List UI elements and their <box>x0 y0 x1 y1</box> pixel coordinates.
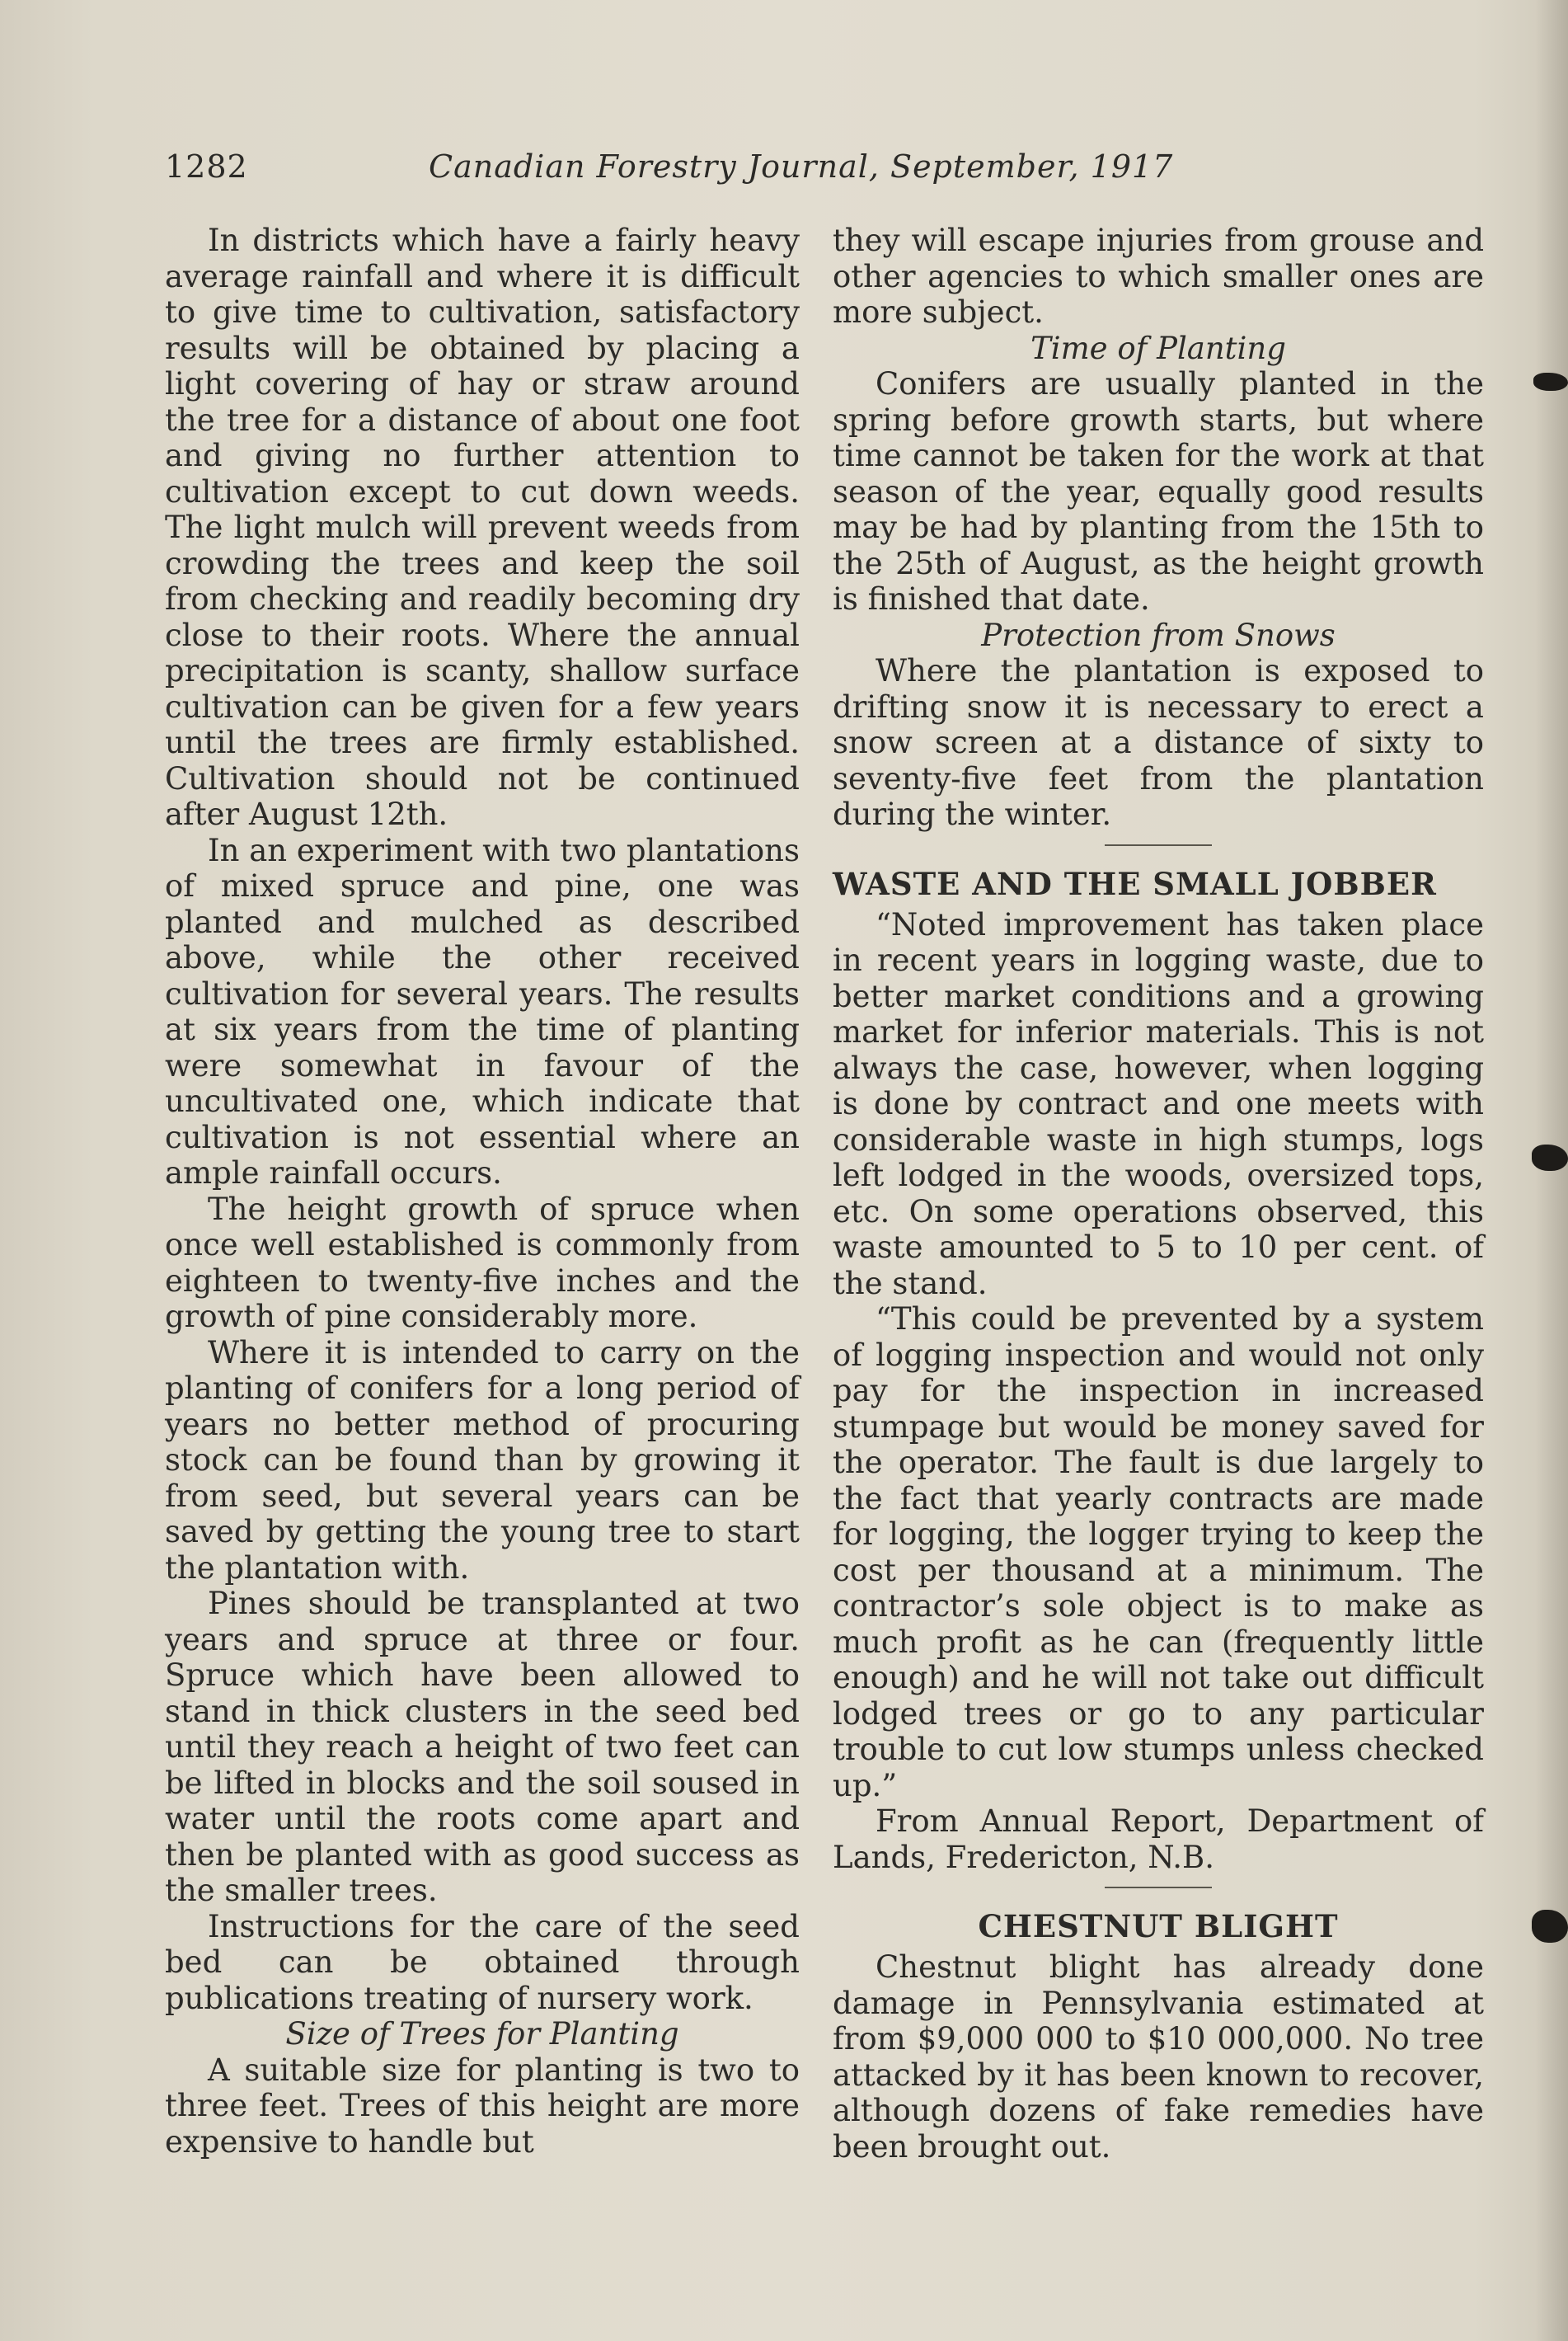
running-title: Canadian Forestry Journal, September, 1917 <box>429 148 1174 185</box>
paragraph-waste-quote-2: “This could be prevented by a system of logging inspection and would not only pay for the inspection in increased stumpage but would be money saved for the operator. The fault is due largely to the fact that yearly contracts are made for logging, the logger trying to keep the cost per thousand at a minimum. The contractor’s sole object is to make as much profit as he can (frequently little enough) and he will not take out difficult lodged trees or go to any particular trouble to cut low stumps unless checked up.” <box>833 1301 1484 1803</box>
paragraph-waste-quote-1: “Noted improvement has taken place in recent years in logging waste, due to better market conditions and a growing market for inferior materials. This is not always the case, however, when logging is done by contract and one meets with considerable waste in high stumps, logs left lodged in the woods, oversized tops, etc. On some operations observed, this waste amounted to 5 to 10 per cent. of the stand. <box>833 906 1484 1301</box>
paragraph-seed-stock: Where it is intended to carry on the planting of conifers for a long period of years no better method of procuring stock can be found than by growing it from seed, but several years can be saved by getting the young tree to start the plantation with. <box>165 1334 800 1586</box>
left-column <box>165 223 800 2160</box>
paragraph-height-growth: The height growth of spruce when once well established is commonly from eighteen to twenty-five inches and the growth of pine considerably more. <box>165 1191 800 1334</box>
paragraph-continuation: they will escape injuries from grouse and other agencies to which smaller ones are more subject. <box>833 223 1484 330</box>
paragraph-transplanting: Pines should be transplanted at two years and spruce at three or four. Spruce which have been allowed to stand in thick clusters in the seed bed until they reach a height of two feet can be lifted in blocks and the soil soused in water until the roots come apart and then be planted with as good success as the smaller trees. <box>165 1586 800 1908</box>
paragraph-seed-bed: Instructions for the care of the seed bed can be obtained through publications treating of nursery work. <box>165 1908 800 2016</box>
paragraph-suitable-size: A suitable size for planting is two to three feet. Trees of this height are more expensive to handle but <box>165 2052 800 2160</box>
subheading-protection-from-snows: Protection from Snows <box>981 617 1336 653</box>
article-title-chestnut: CHESTNUT BLIGHT <box>978 1908 1339 1944</box>
paragraph-snow-screen: Where the plantation is exposed to drifting snow it is necessary to erect a snow screen at a distance of sixty to seventy-five feet from the plantation during the winter. <box>833 653 1484 832</box>
subheading-size-of-trees: Size of Trees for Planting <box>285 2016 679 2052</box>
page-number: 1282 <box>165 148 248 185</box>
paragraph-mulching: In districts which have a fairly heavy average rainfall and where it is difficult to give time to cultivation, satisfactory results will be obtained by placing a light covering of hay or straw around the tree for a distance of about one foot and giving no further attention to cultivation except to cut down weeds. The light mulch will prevent weeds from crowding the trees and keep the soil from checking and readily becoming dry close to their roots. Where the annual precipitation is scanty, shallow surface cultivation can be given for a few years until the trees are firmly established. Cultivation should not be continued after August 12th. <box>165 223 800 832</box>
margin-ink-blot <box>1532 1145 1568 1171</box>
paragraph-chestnut-blight: Chestnut blight has already done damage in Pennsylvania estimated at from $9,000 000 to $10 000,000. No tree attacked by it has been known to recover, although dozens of fake remedies have been brought out. <box>833 1949 1484 2165</box>
right-column <box>833 223 1484 2165</box>
paragraph-waste-source: From Annual Report, Department of Lands, Fredericton, N.B. <box>833 1803 1484 1875</box>
article-title-waste: WASTE AND THE SMALL JOBBER <box>833 865 1437 902</box>
page-header <box>165 148 1195 198</box>
section-divider <box>1105 1887 1212 1888</box>
paragraph-time-of-planting: Conifers are usually planted in the spring before growth starts, but where time cannot be taken for the work at that season of the year, equally good results may be had by planting from the 15th to the 25th of August, as the height growth is finished that date. <box>833 366 1484 617</box>
margin-ink-blot <box>1532 1910 1568 1943</box>
section-divider <box>1105 844 1212 846</box>
subheading-time-of-planting: Time of Planting <box>1030 330 1286 366</box>
paragraph-experiment: In an experiment with two plantations of mixed spruce and pine, one was planted and mulched as described above, while the other received cultivation for several years. The results at six years from the time of planting were somewhat in favour of the uncultivated one, which indicate that cultivation is not essential where an ample rainfall occurs. <box>165 832 800 1191</box>
margin-ink-blot <box>1533 373 1568 391</box>
